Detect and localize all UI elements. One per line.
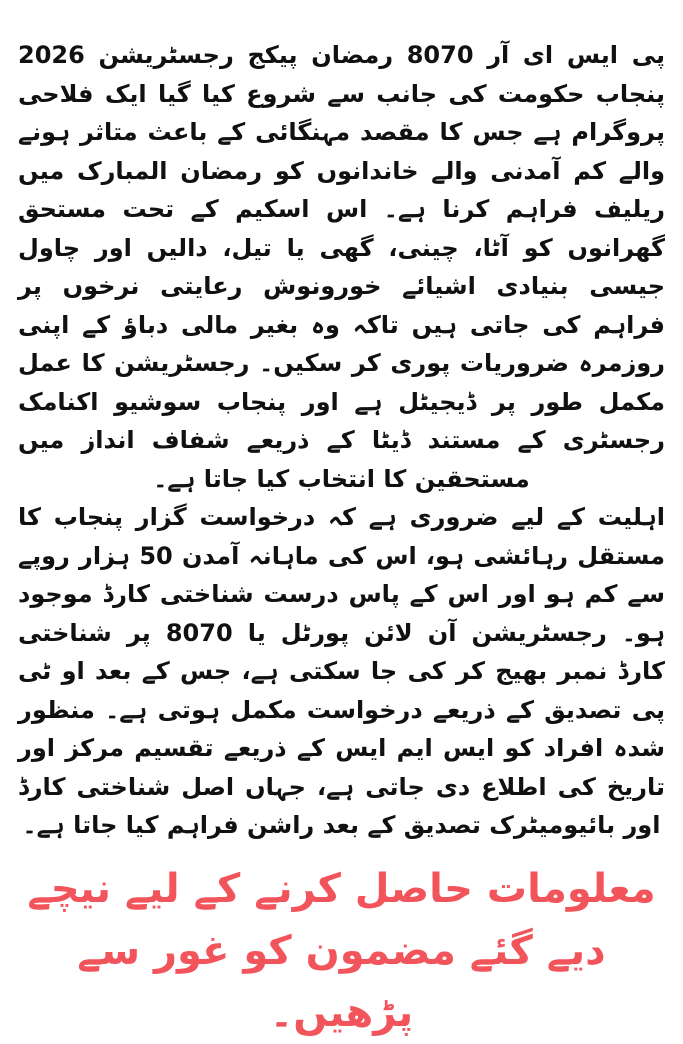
paragraph-eligibility: اہلیت کے لیے ضروری ہے کہ درخواست گزار پنجاب کا مستقل رہائشی ہو، اس کی ماہانہ آمدن 50 ہزار روپے سے کم ہو اور اس کے پاس درست شناختی کارڈ موجود ہو۔ رجسٹریشن آن لائن پورٹل یا 8070 پر شناختی کارڈ نمبر بھیج کر کی جا سکتی ہے، جس کے بعد او ٹی پی تصدیق کے ذریعے درخواست مکمل ہوتی ہے۔ منظور شدہ افراد کو ایس ایم ایس کے ذریعے تقسیم مرکز اور تاریخ کی اطلاع دی جاتی ہے، جہاں اصل شناختی کارڈ اور بائیومیٹرک تصدیق کے بعد راشن فراہم کیا جاتا ہے۔ [18,503,666,839]
article-body [18,36,665,845]
paragraph-intro: پی ایس ای آر 8070 رمضان پیکج رجسٹریشن 2026 پنجاب حکومت کی جانب سے شروع کیا گیا ایک فلاحی پروگرام ہے جس کا مقصد مہنگائی کے باعث متاثر ہونے والے کم آمدنی والے خاندانوں کو رمضان المبارک میں ریلیف فراہم کرنا ہے۔ اس اسکیم کے تحت مستحق گھرانوں کو آٹا، چینی، گھی یا تیل، دالیں اور چاول جیسی بنیادی اشیائے خورونوش رعایتی نرخوں پر فراہم کی جاتی ہیں تاکہ وہ بغیر مالی دباؤ کے اپنی روزمرہ ضروریات پوری کر سکیں۔ رجسٹریشن کا عمل مکمل طور پر ڈیجیٹل ہے اور پنجاب سوشیو اکنامک رجسٹری کے مستند ڈیٹا کے ذریعے شفاف انداز میں مستحقین کا انتخاب کیا جاتا ہے۔ [18,41,665,493]
read-more-notice: معلومات حاصل کرنے کے لیے نیچے دیے گئے مضمون کو غور سے پڑھیں۔ [27,866,656,1036]
